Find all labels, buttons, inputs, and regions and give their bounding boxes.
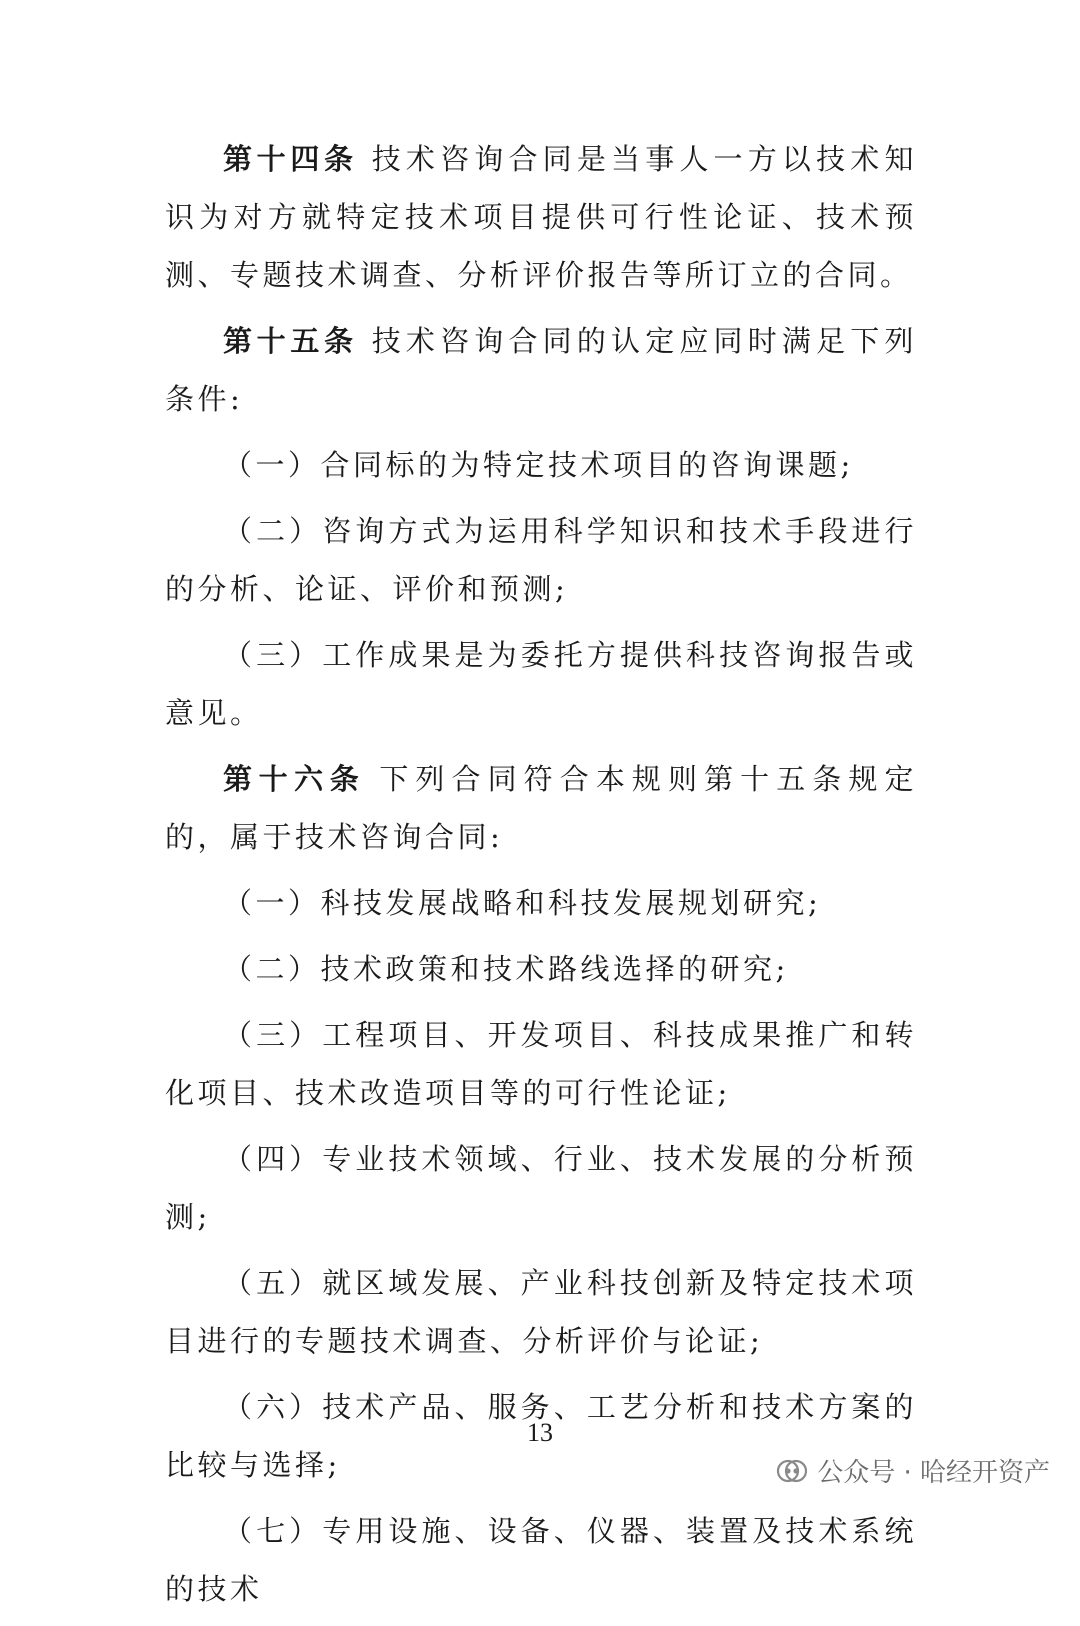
article-16-item-2: （二）技术政策和技术路线选择的研究;	[223, 952, 789, 986]
article-16-item-1: （一）科技发展战略和科技发展规划研究;	[223, 886, 822, 920]
article-16-text: 下列合同符合本规则第十五条规定的，属于技术咨询合同:	[165, 762, 917, 854]
article-15-item-3: （三）工作成果是为委托方提供科技咨询报告或意见。	[165, 638, 917, 730]
page-number: 13	[527, 1418, 553, 1447]
watermark	[775, 1452, 1050, 1489]
article-16	[165, 750, 917, 866]
document-body	[165, 130, 917, 1626]
article-16-item-4: （四）专业技术领域、行业、技术发展的分析预测;	[165, 1142, 917, 1234]
article-14	[165, 130, 917, 304]
watermark-text: 公众号 · 哈经开资产	[817, 1458, 1050, 1488]
article-16-item-7: （七）专用设施、设备、仪器、装置及技术系统的技术	[165, 1514, 917, 1606]
article-14-text: 技术咨询合同是当事人一方以技术知识为对方就特定技术项目提供可行性论证、技术预测、专题技术调查、分析评价报告等所订立的合同。	[165, 142, 917, 292]
article-15-item-2: （二）咨询方式为运用科学知识和技术手段进行的分析、论证、评价和预测;	[165, 514, 917, 606]
article-16-heading: 第十六条	[223, 762, 366, 796]
article-15-text: 技术咨询合同的认定应同时满足下列条件:	[165, 324, 917, 416]
article-16-item-5: （五）就区域发展、产业科技创新及特定技术项目进行的专题技术调查、分析评价与论证;	[165, 1266, 917, 1358]
article-14-heading: 第十四条	[223, 142, 358, 176]
article-16-item-3: （三）工程项目、开发项目、科技成果推广和转化项目、技术改造项目等的可行性论证;	[165, 1018, 917, 1110]
article-15-item-1: （一）合同标的为特定技术项目的咨询课题;	[223, 448, 854, 482]
article-16-item-6: （六）技术产品、服务、工艺分析和技术方案的比较与选择;	[165, 1390, 917, 1482]
article-15	[165, 312, 917, 428]
article-15-heading: 第十五条	[223, 324, 358, 358]
wechat-official-account-icon	[775, 1454, 809, 1488]
